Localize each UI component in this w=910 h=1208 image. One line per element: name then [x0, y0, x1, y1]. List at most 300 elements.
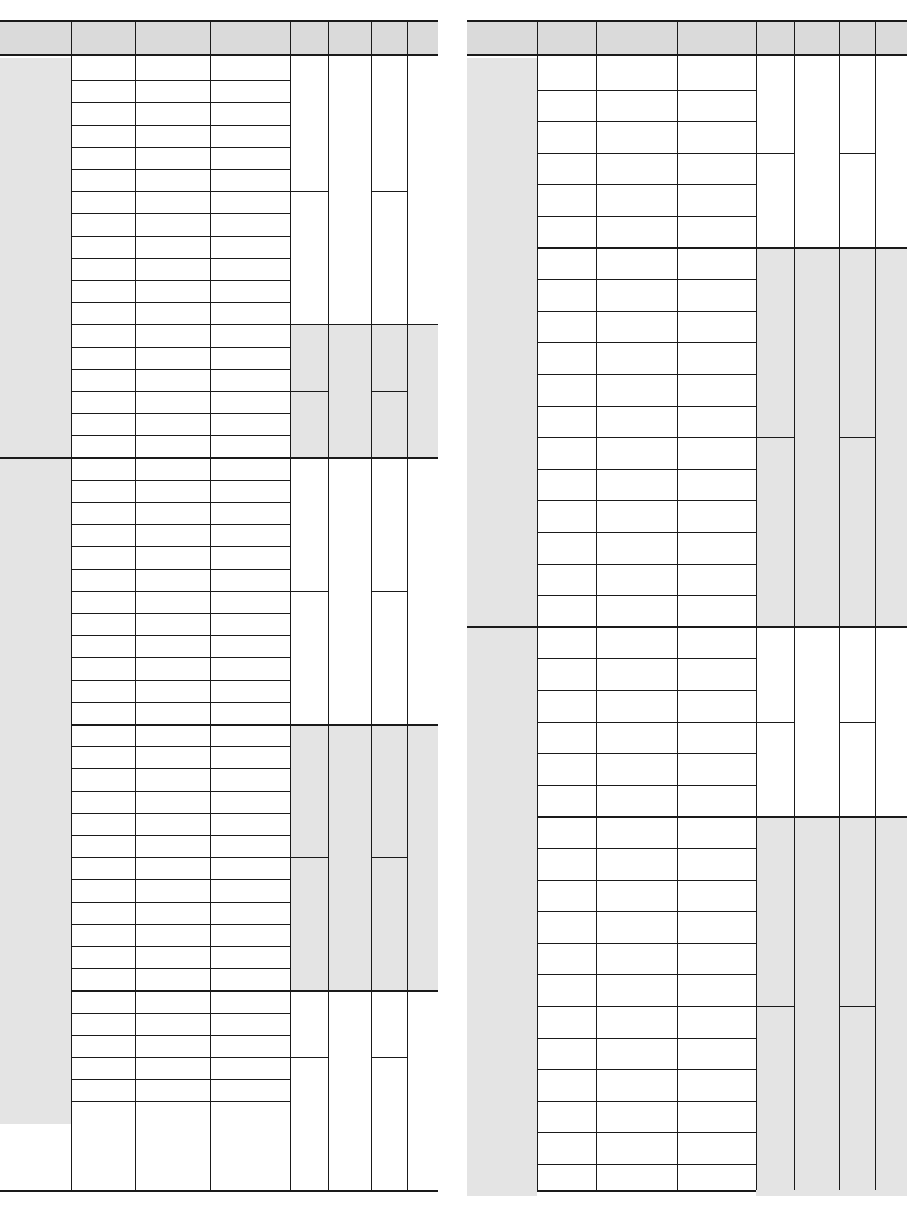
data-cell	[75, 302, 131, 324]
data-cell	[601, 943, 672, 975]
data-cell	[215, 324, 285, 346]
data-cell	[215, 102, 285, 124]
data-cell	[601, 279, 672, 311]
data-cell	[682, 722, 752, 754]
data-cell	[215, 1013, 285, 1035]
header-cell	[596, 22, 677, 54]
data-cell	[215, 258, 285, 280]
data-cell	[601, 1164, 672, 1196]
data-cell	[140, 413, 206, 435]
data-cell	[140, 147, 206, 169]
data-cell	[140, 458, 206, 480]
header-cell	[328, 22, 371, 54]
data-cell	[140, 768, 206, 790]
data-cell	[215, 813, 285, 835]
noise-cell	[842, 722, 873, 817]
data-cell	[140, 280, 206, 302]
data-cell	[682, 1038, 752, 1070]
data-cell	[140, 213, 206, 235]
group-divider	[290, 591, 328, 592]
weight-cell	[409, 324, 435, 457]
speed-cell	[759, 153, 791, 248]
data-cell	[601, 722, 672, 754]
data-cell	[140, 324, 206, 346]
data-cell	[140, 968, 206, 990]
power-cell	[331, 724, 368, 990]
model-number-cell	[5, 458, 65, 991]
data-cell	[140, 702, 206, 724]
data-cell	[541, 880, 593, 912]
noise-cell	[374, 857, 405, 990]
group-divider	[290, 1057, 328, 1058]
data-cell	[215, 413, 285, 435]
data-cell	[541, 58, 593, 90]
noise-cell	[374, 58, 405, 191]
group-divider	[756, 1006, 794, 1007]
data-cell	[215, 657, 285, 679]
header-cell	[794, 22, 839, 54]
data-cell	[75, 746, 131, 768]
data-cell	[541, 153, 593, 185]
data-cell	[541, 564, 593, 596]
data-cell	[215, 990, 285, 1012]
group-divider	[328, 324, 371, 325]
noise-cell	[842, 627, 873, 722]
noise-cell	[842, 437, 873, 627]
data-cell	[215, 702, 285, 724]
data-cell	[601, 406, 672, 438]
weight-cell	[409, 458, 435, 724]
weight-cell	[877, 816, 904, 1195]
data-cell	[601, 816, 672, 848]
data-cell	[601, 1038, 672, 1070]
data-cell	[75, 258, 131, 280]
noise-cell	[842, 58, 873, 153]
data-cell	[541, 1069, 593, 1101]
section-divider	[71, 457, 438, 459]
section-divider	[71, 990, 438, 992]
data-cell	[541, 753, 593, 785]
data-cell	[140, 990, 206, 1012]
data-cell	[682, 785, 752, 817]
data-cell	[140, 857, 206, 879]
column-divider	[371, 22, 372, 1190]
data-cell	[75, 191, 131, 213]
data-cell	[140, 125, 206, 147]
group-divider	[407, 324, 438, 325]
data-cell	[75, 946, 131, 968]
data-cell	[541, 1101, 593, 1133]
data-cell	[215, 302, 285, 324]
data-cell	[140, 1079, 206, 1101]
data-cell	[541, 311, 593, 343]
data-cell	[601, 342, 672, 374]
weight-cell	[877, 627, 904, 817]
data-cell	[541, 469, 593, 501]
data-cell	[541, 943, 593, 975]
column-divider	[71, 22, 72, 1190]
data-cell	[140, 391, 206, 413]
data-cell	[682, 848, 752, 880]
header-cell	[839, 22, 875, 54]
data-cell	[75, 835, 131, 857]
speed-cell	[759, 1006, 791, 1196]
data-cell	[541, 532, 593, 564]
data-cell	[541, 1006, 593, 1038]
left-spec-table	[0, 20, 438, 1192]
noise-cell	[374, 1057, 405, 1124]
group-divider	[290, 324, 328, 325]
column-divider	[677, 22, 678, 1190]
data-cell	[75, 791, 131, 813]
right-spec-table	[467, 20, 907, 1192]
data-cell	[682, 500, 752, 532]
data-cell	[682, 943, 752, 975]
data-cell	[215, 924, 285, 946]
data-cell	[140, 1035, 206, 1057]
speed-cell	[293, 58, 325, 191]
data-cell	[215, 280, 285, 302]
data-cell	[601, 90, 672, 122]
speed-cell	[293, 724, 325, 857]
data-cell	[601, 627, 672, 659]
data-cell	[601, 690, 672, 722]
data-cell	[682, 58, 752, 90]
data-cell	[215, 546, 285, 568]
data-cell	[140, 724, 206, 746]
data-cell	[682, 90, 752, 122]
noise-cell	[374, 458, 405, 591]
data-cell	[75, 902, 131, 924]
weight-cell	[409, 724, 435, 990]
data-cell	[682, 374, 752, 406]
data-cell	[215, 879, 285, 901]
group-divider	[371, 857, 407, 858]
data-cell	[75, 324, 131, 346]
data-cell	[215, 835, 285, 857]
group-divider	[290, 191, 328, 192]
data-cell	[601, 658, 672, 690]
header-cell	[0, 22, 71, 54]
data-cell	[601, 58, 672, 90]
header-cell	[756, 22, 794, 54]
data-cell	[140, 1057, 206, 1079]
data-cell	[75, 724, 131, 746]
data-cell	[541, 722, 593, 754]
data-cell	[541, 785, 593, 817]
column-divider	[537, 22, 538, 1190]
noise-cell	[374, 990, 405, 1057]
header-cell	[875, 22, 907, 54]
header-cell	[677, 22, 756, 54]
data-cell	[75, 458, 131, 480]
data-cell	[682, 911, 752, 943]
data-cell	[601, 753, 672, 785]
data-cell	[140, 746, 206, 768]
data-cell	[682, 974, 752, 1006]
speed-cell	[293, 990, 325, 1057]
header-cell	[71, 22, 135, 54]
data-cell	[215, 613, 285, 635]
speed-cell	[759, 627, 791, 722]
data-cell	[75, 813, 131, 835]
header-cell	[467, 22, 537, 54]
data-cell	[682, 342, 752, 374]
data-cell	[215, 169, 285, 191]
data-cell	[75, 147, 131, 169]
data-cell	[541, 974, 593, 1006]
data-cell	[140, 369, 206, 391]
data-cell	[215, 569, 285, 591]
power-cell	[797, 627, 835, 817]
data-cell	[601, 880, 672, 912]
data-cell	[140, 902, 206, 924]
data-cell	[75, 857, 131, 879]
model-divider	[467, 626, 537, 628]
data-cell	[75, 657, 131, 679]
data-cell	[140, 102, 206, 124]
data-cell	[601, 974, 672, 1006]
table-header	[0, 22, 438, 56]
data-cell	[215, 213, 285, 235]
data-cell	[75, 879, 131, 901]
data-cell	[541, 406, 593, 438]
data-cell	[215, 724, 285, 746]
header-cell	[135, 22, 210, 54]
data-cell	[75, 680, 131, 702]
data-cell	[541, 658, 593, 690]
section-divider	[537, 247, 907, 249]
data-cell	[682, 1101, 752, 1133]
data-cell	[75, 702, 131, 724]
data-cell	[75, 1013, 131, 1035]
data-cell	[75, 569, 131, 591]
group-divider	[756, 153, 794, 154]
data-cell	[601, 1069, 672, 1101]
speed-cell	[759, 722, 791, 817]
speed-cell	[293, 1057, 325, 1124]
data-cell	[75, 347, 131, 369]
data-cell	[75, 524, 131, 546]
data-cell	[140, 347, 206, 369]
model-number-cell	[5, 58, 65, 458]
data-cell	[601, 374, 672, 406]
data-cell	[215, 1057, 285, 1079]
group-divider	[839, 722, 875, 723]
data-cell	[682, 1132, 752, 1164]
data-cell	[75, 768, 131, 790]
data-cell	[215, 680, 285, 702]
data-cell	[601, 216, 672, 248]
data-cell	[601, 311, 672, 343]
data-cell	[682, 1006, 752, 1038]
data-cell	[140, 236, 206, 258]
data-cell	[75, 1101, 131, 1123]
data-cell	[75, 80, 131, 102]
model-divider	[0, 457, 71, 459]
data-cell	[215, 58, 285, 80]
column-divider	[210, 22, 211, 1190]
column-divider	[756, 22, 757, 1190]
column-divider	[407, 22, 408, 1190]
data-cell	[140, 924, 206, 946]
data-cell	[215, 1101, 285, 1123]
data-cell	[75, 58, 131, 80]
data-cell	[682, 1069, 752, 1101]
data-cell	[75, 1035, 131, 1057]
data-cell	[541, 216, 593, 248]
data-cell	[601, 564, 672, 596]
data-cell	[682, 437, 752, 469]
data-cell	[215, 391, 285, 413]
data-cell	[140, 58, 206, 80]
data-cell	[215, 80, 285, 102]
data-cell	[541, 1164, 593, 1196]
group-divider	[371, 591, 407, 592]
data-cell	[75, 280, 131, 302]
speed-cell	[293, 191, 325, 324]
power-cell	[797, 816, 835, 1195]
section-divider	[537, 816, 907, 818]
header-cell	[290, 22, 328, 54]
data-cell	[541, 690, 593, 722]
section-divider	[71, 724, 438, 726]
data-cell	[75, 924, 131, 946]
data-cell	[601, 1132, 672, 1164]
power-cell	[331, 990, 368, 1123]
data-cell	[75, 591, 131, 613]
data-cell	[682, 248, 752, 280]
data-cell	[140, 946, 206, 968]
data-cell	[601, 532, 672, 564]
data-cell	[682, 279, 752, 311]
data-cell	[215, 968, 285, 990]
data-cell	[215, 524, 285, 546]
noise-cell	[374, 591, 405, 724]
data-cell	[541, 627, 593, 659]
data-cell	[682, 121, 752, 153]
data-cell	[215, 1035, 285, 1057]
data-cell	[75, 413, 131, 435]
data-cell	[541, 816, 593, 848]
data-cell	[601, 911, 672, 943]
data-cell	[601, 469, 672, 501]
data-cell	[75, 391, 131, 413]
data-cell	[140, 524, 206, 546]
speed-cell	[759, 58, 791, 153]
data-cell	[682, 816, 752, 848]
power-cell	[797, 248, 835, 627]
data-cell	[601, 1101, 672, 1133]
data-cell	[215, 1079, 285, 1101]
data-cell	[140, 258, 206, 280]
noise-cell	[842, 816, 873, 1006]
data-cell	[682, 690, 752, 722]
column-divider	[596, 22, 597, 1190]
data-cell	[215, 591, 285, 613]
data-cell	[541, 911, 593, 943]
noise-cell	[374, 324, 405, 391]
data-cell	[541, 279, 593, 311]
power-cell	[331, 324, 368, 457]
group-divider	[371, 1057, 407, 1058]
data-cell	[682, 595, 752, 627]
data-cell	[601, 153, 672, 185]
data-cell	[541, 500, 593, 532]
data-cell	[601, 848, 672, 880]
group-divider	[756, 722, 794, 723]
column-divider	[875, 22, 876, 1190]
data-cell	[215, 902, 285, 924]
data-cell	[215, 435, 285, 457]
noise-cell	[374, 391, 405, 458]
column-divider	[290, 22, 291, 1190]
data-cell	[75, 169, 131, 191]
weight-cell	[409, 990, 435, 1123]
model-number-cell	[472, 58, 532, 627]
noise-cell	[842, 248, 873, 438]
data-cell	[215, 857, 285, 879]
weight-cell	[877, 58, 904, 248]
speed-cell	[293, 458, 325, 591]
data-cell	[215, 768, 285, 790]
data-cell	[682, 216, 752, 248]
group-divider	[371, 391, 407, 392]
data-cell	[682, 880, 752, 912]
data-cell	[75, 236, 131, 258]
data-cell	[601, 248, 672, 280]
group-divider	[839, 153, 875, 154]
group-divider	[290, 857, 328, 858]
group-divider	[371, 324, 407, 325]
data-cell	[215, 147, 285, 169]
data-cell	[541, 342, 593, 374]
weight-cell	[409, 58, 435, 324]
data-cell	[215, 502, 285, 524]
data-cell	[140, 546, 206, 568]
data-cell	[215, 791, 285, 813]
data-cell	[541, 90, 593, 122]
speed-cell	[293, 391, 325, 458]
data-cell	[140, 635, 206, 657]
data-cell	[75, 369, 131, 391]
data-cell	[140, 879, 206, 901]
data-cell	[215, 458, 285, 480]
data-cell	[601, 184, 672, 216]
group-divider	[371, 191, 407, 192]
group-divider	[290, 391, 328, 392]
data-cell	[140, 502, 206, 524]
data-cell	[75, 546, 131, 568]
data-cell	[140, 613, 206, 635]
data-cell	[601, 595, 672, 627]
data-cell	[75, 990, 131, 1012]
data-cell	[541, 848, 593, 880]
data-cell	[140, 657, 206, 679]
data-cell	[682, 406, 752, 438]
power-cell	[331, 458, 368, 724]
data-cell	[215, 125, 285, 147]
data-cell	[75, 968, 131, 990]
data-cell	[140, 835, 206, 857]
header-cell	[210, 22, 290, 54]
data-cell	[541, 184, 593, 216]
speed-cell	[759, 437, 791, 627]
column-divider	[839, 22, 840, 1190]
data-cell	[215, 946, 285, 968]
noise-cell	[374, 191, 405, 324]
data-cell	[140, 813, 206, 835]
